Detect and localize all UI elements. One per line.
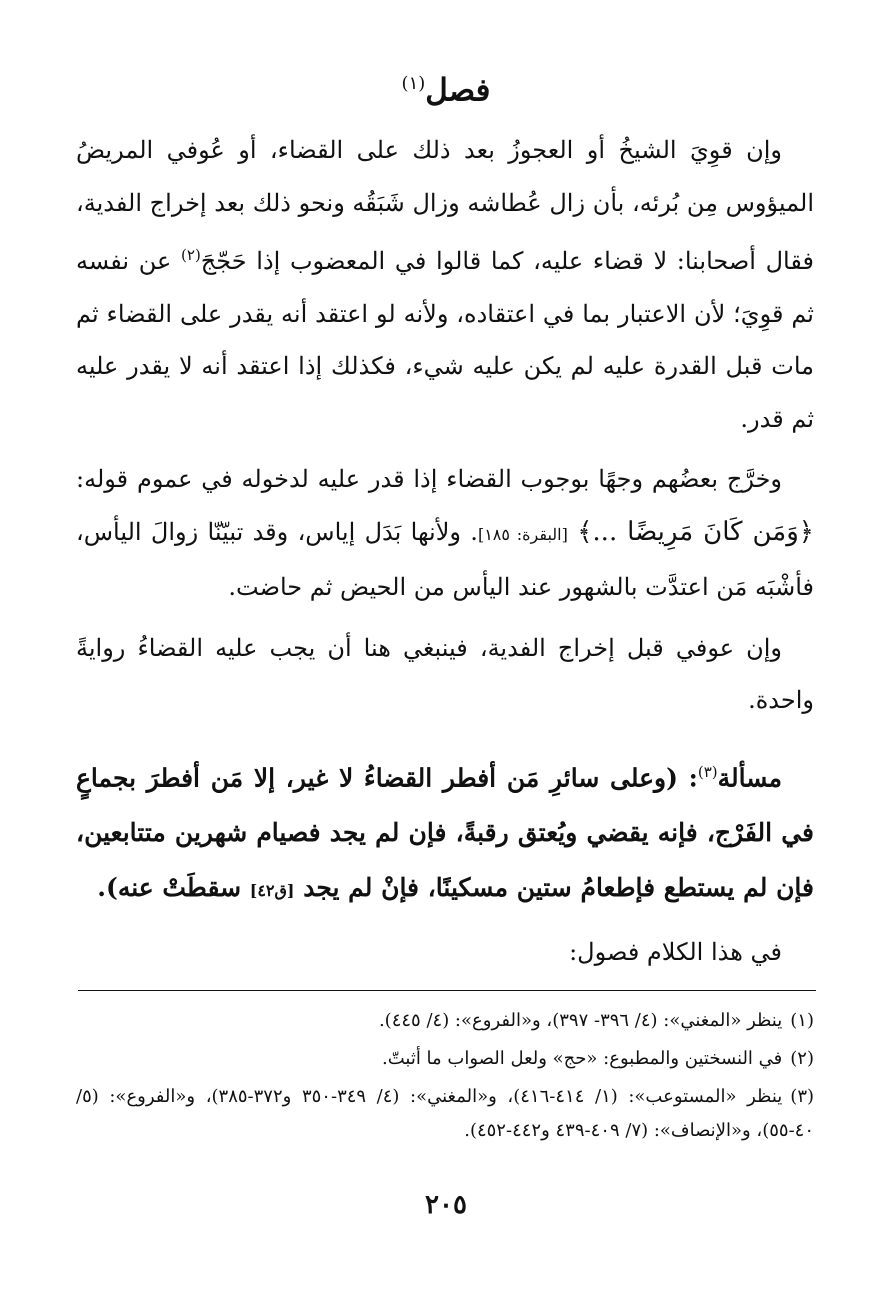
issue-text-part1: : (وعلى سائرِ مَن أفطر القضاءُ لا غير، إلا مَن أفطرَ بجماعٍ في الفَرْج، فإنه يقضي ويُعتق رقبةً، فإن لم يجد فصيام شهرين متتابعين، فإن لم يستطع فإطعامُ ستين مسكينًا، فإنْ لم يجد bbox=[76, 762, 814, 902]
paragraph-2-text: وخرَّج بعضُهم وجهًا بوجوب القضاء إذا قدر عليه لدخوله في عموم قوله: bbox=[76, 465, 782, 493]
paragraph-1 bbox=[76, 124, 814, 445]
paragraph-2 bbox=[76, 453, 814, 614]
footnote-number: (٢) bbox=[790, 1048, 814, 1069]
paragraph-1-text: وإن قوِيَ الشيخُ أو العجوزُ بعد ذلك على القضاء، أو عُوفي المريضُ الميؤوس مِن بُرئه، بأن زال عُطاشه وزال شَبَقُه ونحو ذلك بعد إخراج الفدية، فقال أصحابنا: لا قضاء عليه، كما قالوا في المعضوب إذا حَجّجَ bbox=[76, 136, 814, 275]
paragraph-1-continuation: عن نفسه ثم قوِيَ؛ لأن الاعتبار بما في اعتقاده، ولأنه لو اعتقد أنه يقدر على القضاء ثم مات قبل القدرة عليه لم يكن عليه شيء، فكذلك إذا اعتقد أنه لا يقدر عليه ثم قدر. bbox=[76, 247, 814, 433]
footnote-number: (١) bbox=[790, 1010, 814, 1031]
body-text bbox=[76, 124, 814, 986]
footnote-1 bbox=[76, 1004, 814, 1038]
footnote-ref-3[interactable]: (٣) bbox=[697, 762, 718, 781]
footnote-2 bbox=[76, 1042, 814, 1076]
section-heading bbox=[0, 62, 892, 112]
page-number: ٢٠٥ bbox=[425, 1190, 467, 1220]
issue-paragraph bbox=[76, 745, 814, 918]
issue-text-part2: سقطَتْ عنه). bbox=[97, 872, 250, 902]
footnote-number: (٣) bbox=[790, 1086, 815, 1107]
footnote-text: ينظر «المستوعب»: (١/ ٤١٤-٤١٦)، و«المغني»: (٤/ ٣٤٩-٣٥٠ و٣٧٢-٣٨٥)، و«الفروع»: (٥/ ٤٠-٥٥)، و«الإنصاف»: (٧/ ٤٠٩-٤٣٩ و٤٤٢-٤٥٢). bbox=[76, 1086, 814, 1141]
closing-line: في هذا الكلام فصول: bbox=[569, 937, 782, 966]
footnote-3 bbox=[76, 1080, 814, 1148]
quran-reference: [البقرة: ١٨٥] bbox=[477, 524, 568, 544]
footnote-text: في النسختين والمطبوع: «حج» ولعل الصواب ما أثبتّ. bbox=[381, 1048, 783, 1069]
manuscript-page-marker: [ق٤٢] bbox=[249, 880, 295, 900]
quran-quote: ﴿وَمَن كَانَ مَرِيضًا ...﴾ bbox=[577, 516, 814, 547]
issue-label: مسألة bbox=[717, 762, 782, 792]
paragraph-3: وإن عوفي قبل إخراج الفدية، فينبغي هنا أن يجب عليه القضاءُ روايةً واحدة. bbox=[76, 633, 814, 714]
section-title: فصل bbox=[425, 72, 491, 109]
paragraph-2-continuation: . ولأنها بَدَل إياس، وقد تبيّنّا زوالَ اليأس، فأشْبَه مَن اعتدَّت بالشهور عند اليأس من الحيض ثم حاضت. bbox=[76, 517, 814, 601]
footnote-ref-1[interactable]: (١) bbox=[401, 73, 426, 94]
footnotes bbox=[76, 1004, 814, 1152]
footnote-divider bbox=[78, 990, 816, 992]
footnote-ref-2[interactable]: (٢) bbox=[181, 246, 201, 264]
footnote-text: ينظر «المغني»: (٤/ ٣٩٦- ٣٩٧)، و«الفروع»: (٤/ ٤٤٥). bbox=[378, 1010, 783, 1031]
